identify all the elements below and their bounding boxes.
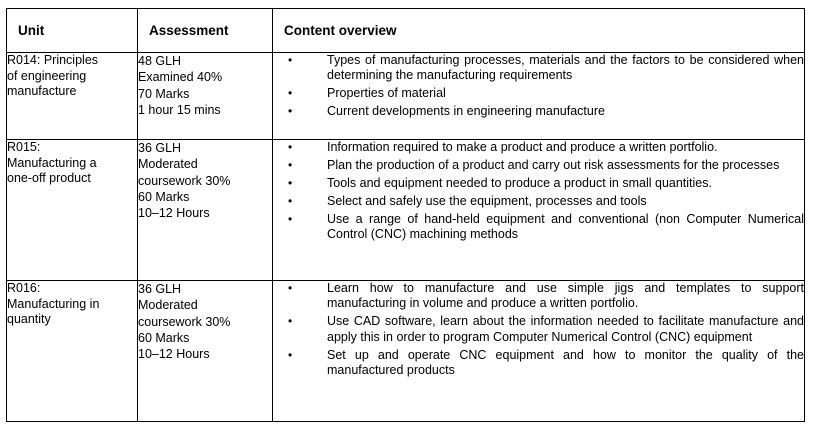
unit-cell [7, 53, 138, 140]
list-item: • Information required to make a product and produce a written portfolio. [288, 140, 718, 154]
table-row [7, 140, 805, 281]
list-item: • Select and safely use the equipment, processes and tools [288, 193, 647, 208]
assessment-line: 70 Marks [138, 86, 190, 101]
header-row [7, 9, 805, 53]
assessment-line: coursework 30% [138, 173, 231, 188]
bullet-icon: • [288, 175, 293, 190]
assessment-line: 60 Marks [138, 189, 190, 204]
table-row [7, 281, 805, 422]
assessment-cell [138, 140, 273, 281]
header-assessment: Assessment [138, 9, 273, 53]
bullet-icon: • [288, 314, 293, 329]
bullet-icon: • [288, 157, 293, 172]
assessment-cell [138, 281, 273, 422]
assessment-line: coursework 30% [138, 314, 231, 329]
bullet-icon: • [288, 140, 293, 154]
content-cell [273, 53, 805, 140]
table-row [7, 53, 805, 140]
list-item: • Plan the production of a product and carry out risk assessments for the processes [288, 157, 780, 172]
unit-name: R015: Manufacturing a one-off product [7, 140, 97, 185]
assessment-line: 10–12 Hours [138, 347, 210, 362]
bullet-icon: • [288, 104, 293, 119]
bullet-icon: • [288, 347, 293, 362]
list-item: • Properties of material [288, 86, 446, 101]
header-unit: Unit [7, 9, 138, 53]
unit-cell [7, 140, 138, 281]
assessment-line: Moderated [138, 157, 198, 172]
assessment-line: 10–12 Hours [138, 206, 210, 221]
list-item: • Types of manufacturing processes, materials and the factors to be considered when determining the manufacturing requirements [288, 53, 804, 83]
bullet-icon: • [288, 86, 293, 101]
assessment-line: Examined 40% [138, 70, 223, 85]
bullet-icon: • [288, 193, 293, 208]
assessment-line: 1 hour 15 mins [138, 102, 221, 117]
assessment-cell [138, 53, 273, 140]
list-item: • Current developments in engineering manufacture [288, 104, 605, 119]
bullet-icon: • [288, 53, 293, 67]
assessment-line: 36 GLH [138, 141, 182, 155]
list-item: • Use CAD software, learn about the information needed to facilitate manufacture and apply this in order to program Computer Numerical Control (CNC) equipment [288, 314, 804, 344]
bullet-icon: • [288, 281, 293, 295]
list-item: • Set up and operate CNC equipment and how to monitor the quality of the manufactured products [288, 347, 804, 378]
header-content-overview: Content overview [273, 9, 805, 53]
assessment-line: 48 GLH [138, 54, 182, 68]
assessment-line: Moderated [138, 298, 198, 313]
content-cell [273, 140, 805, 281]
list-item: • Tools and equipment needed to produce a product in small quantities. [288, 175, 712, 190]
unit-name: R016: Manufacturing in quantity [7, 281, 100, 326]
bullet-icon: • [288, 211, 293, 226]
list-item: • Learn how to manufacture and use simple jigs and templates to support manufacturing in volume and produce a written portfolio. [288, 281, 804, 311]
assessment-line: 60 Marks [138, 330, 190, 345]
content-cell [273, 281, 805, 422]
units-table [6, 8, 805, 422]
unit-cell [7, 281, 138, 422]
unit-name: R014: Principles of engineering manufacture [7, 53, 99, 98]
assessment-line: 36 GLH [138, 282, 182, 296]
list-item: • Use a range of hand-held equipment and conventional (non Computer Numerical Control (CNC) machining methods [288, 211, 804, 242]
